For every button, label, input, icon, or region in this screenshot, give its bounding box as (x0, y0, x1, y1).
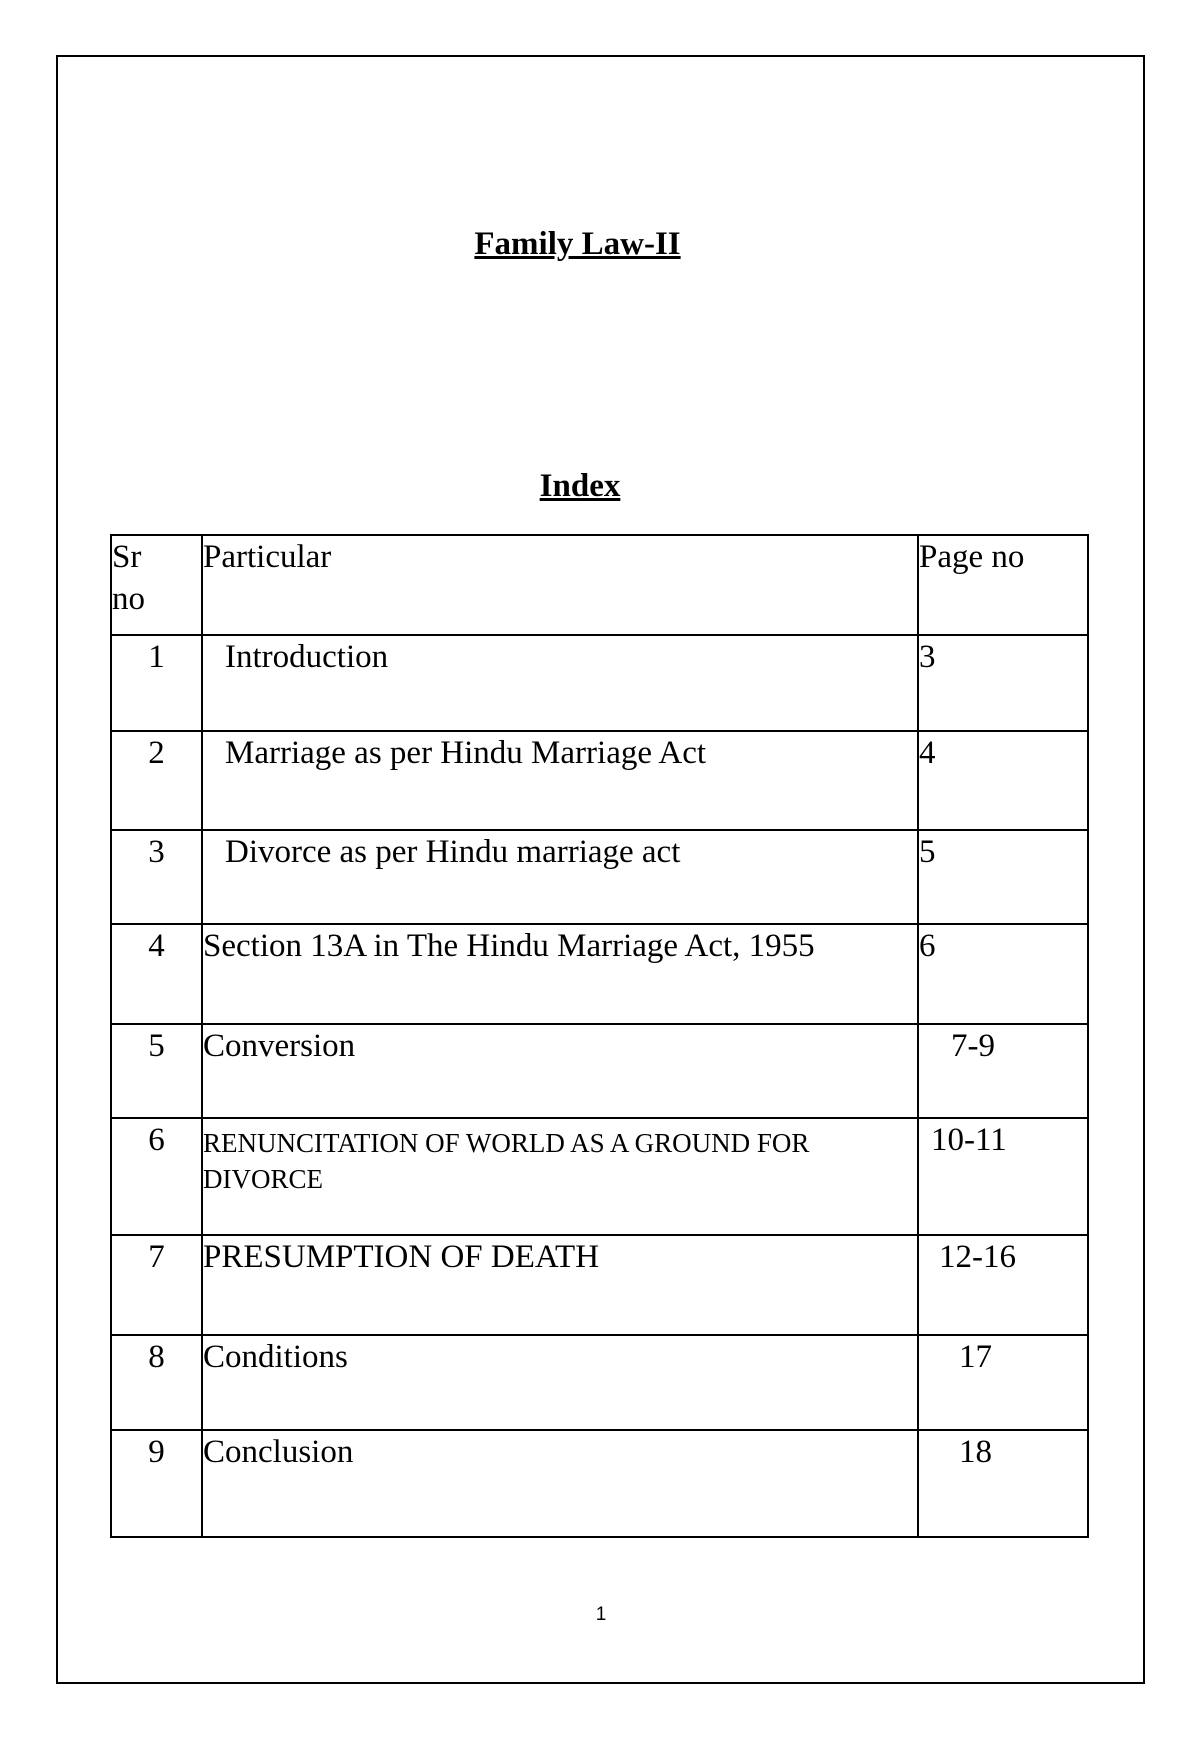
row-page: 3 (918, 635, 1088, 731)
table-row (111, 924, 1088, 1024)
row-page: 6 (918, 924, 1088, 1024)
row-particular: Marriage as per Hindu Marriage Act (202, 731, 918, 830)
row-particular: Introduction (202, 635, 918, 731)
row-sr: 8 (111, 1335, 202, 1430)
row-particular: Divorce as per Hindu marriage act (202, 830, 918, 924)
row-sr: 9 (111, 1430, 202, 1537)
row-sr: 7 (111, 1235, 202, 1335)
row-sr: 2 (111, 731, 202, 830)
row-page: 10-11 (918, 1118, 1088, 1235)
table-row (111, 1430, 1088, 1537)
table-row (111, 635, 1088, 731)
header-sr-line2: no (112, 581, 145, 617)
header-sr-line1: Sr (112, 539, 142, 575)
table-row (111, 830, 1088, 924)
row-sr: 1 (111, 635, 202, 731)
row-particular: Section 13A in The Hindu Marriage Act, 1955 (202, 924, 918, 1024)
row-particular: Conditions (202, 1335, 918, 1430)
table-row (111, 1118, 1088, 1235)
row-sr: 5 (111, 1024, 202, 1118)
row-sr: 6 (111, 1118, 202, 1235)
row-page: 12-16 (918, 1235, 1088, 1335)
table-row (111, 731, 1088, 830)
index-table (110, 534, 1089, 1538)
row-page: 17 (918, 1335, 1088, 1430)
row-page: 4 (918, 731, 1088, 830)
row-particular: Conversion (202, 1024, 918, 1118)
row-page: 18 (918, 1430, 1088, 1537)
header-sr-no (111, 535, 202, 635)
document-title: Family Law-II (474, 226, 681, 262)
row-particular: Conclusion (202, 1430, 918, 1537)
row-sr: 3 (111, 830, 202, 924)
table-row (111, 1024, 1088, 1118)
page-number: 1 (595, 1604, 607, 1625)
row-particular: PRESUMPTION OF DEATH (202, 1235, 918, 1335)
header-particular: Particular (202, 535, 918, 635)
header-page-no: Page no (918, 535, 1088, 635)
row-sr: 4 (111, 924, 202, 1024)
row-particular: RENUNCITATION OF WORLD AS A GROUND FOR DIVORCE (202, 1118, 918, 1235)
table-row (111, 1335, 1088, 1430)
table-header-row (111, 535, 1088, 635)
row-page: 7-9 (918, 1024, 1088, 1118)
index-heading: Index (539, 468, 621, 504)
table-row (111, 1235, 1088, 1335)
row-page: 5 (918, 830, 1088, 924)
